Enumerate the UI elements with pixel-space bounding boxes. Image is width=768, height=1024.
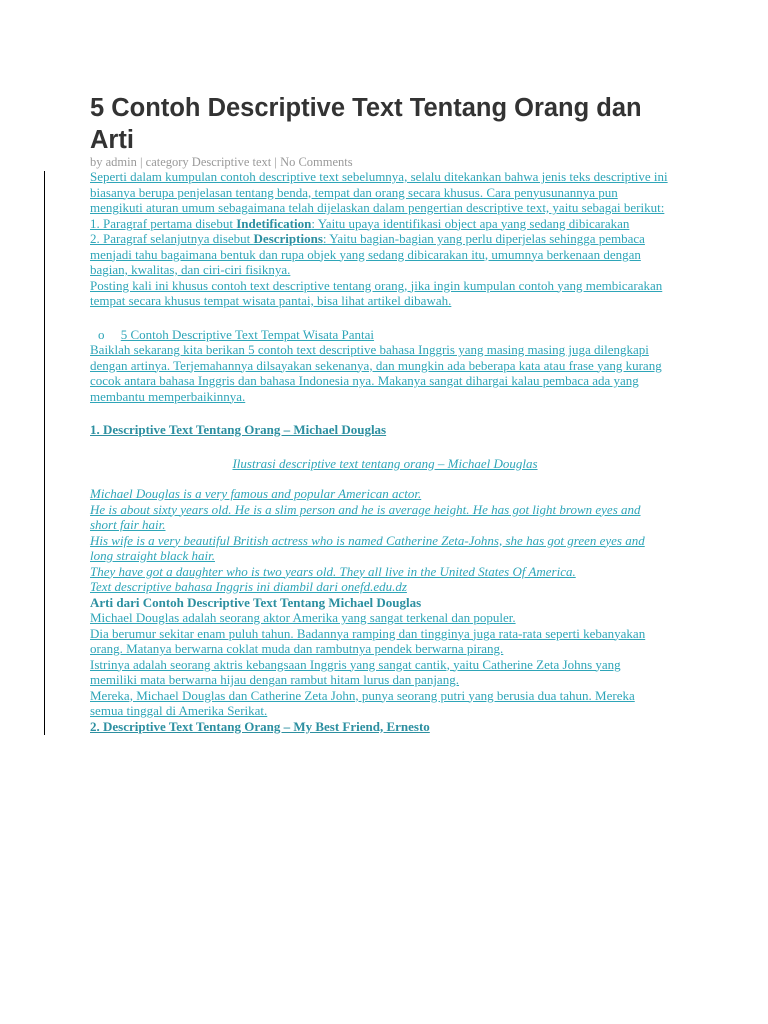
intro-line[interactable]: mengikuti aturan umum sebagaimana telah dijelaskan dalam pengertian descriptive text, yaitu sebagai berikut: [90, 200, 665, 215]
english-line[interactable]: Michael Douglas is a very famous and popular American actor. [90, 486, 422, 501]
posting-line[interactable]: Posting kali ini khusus contoh text descriptive tentang orang, jika ingin kumpulan contoh yang membicarakan [90, 277, 663, 293]
indonesian-line[interactable]: Mereka, Michael Douglas dan Catherine Zeta John, punya seorang putri yang berusia dua tahun. Mereka [90, 687, 635, 703]
english-line[interactable]: He is about sixty years old. He is a slim person and he is average height. He has got light brown eyes and [90, 501, 641, 517]
paragraph-2-line[interactable] [90, 231, 690, 247]
english-line[interactable]: short fair hair. [90, 517, 166, 532]
indonesian-line[interactable]: orang. Matanya berwarna coklat muda dan rambutnya pendek berwarna pirang. [90, 641, 504, 656]
english-line[interactable]: They have got a daughter who is two years old. They all live in the United States Of America. [90, 563, 576, 579]
meta-by: by [90, 155, 103, 169]
related-article-item[interactable] [90, 327, 690, 343]
category-link[interactable]: Descriptive text [191, 155, 272, 169]
indonesian-line[interactable]: Dia berumur sekitar enam puluh tahun. Badannya ramping dan tingginya juga rata-rata seperti kebanyakan [90, 625, 646, 641]
list-bullet: o [98, 326, 105, 342]
intro-line[interactable]: biasanya berupa penjelasan tentang benda, tempat dan orang secara khusus. Cara penyusunannya pun [90, 184, 618, 200]
page-title: 5 Contoh Descriptive Text Tentang Orang dan Arti [90, 94, 642, 154]
english-line[interactable]: His wife is a very beautiful British actress who is named Catherine Zeta-Johns, she has got green eyes and [90, 532, 645, 548]
paragraph-2-line[interactable]: bagian, kwalitas, dan ciri-ciri fisiknya. [90, 262, 291, 277]
paragraph-2-pre: 2. Paragraf selanjutnya disebut [90, 231, 254, 246]
lead-line[interactable]: membantu memperbaikinnya. [90, 388, 246, 404]
spacer [90, 309, 690, 327]
lead-line[interactable]: Baiklah sekarang kita berikan 5 contoh text descriptive bahasa Inggris yang masing masing juga dilengkapi [90, 342, 649, 357]
section-heading-1[interactable]: 1. Descriptive Text Tentang Orang – Michael Douglas [90, 422, 387, 437]
post-meta [90, 154, 353, 170]
lead-line[interactable]: dengan artinya. Terjemahannya dilsayakan sekenanya, dan mungkin ada beberapa kata atau frase yang kurang [90, 357, 662, 373]
meta-separator: | [271, 155, 281, 169]
spacer [90, 471, 690, 486]
indonesian-line[interactable]: Istrinya adalah seorang aktris kebangsaan Inggris yang sangat cantik, yaitu Catherine Zeta Johns yang [90, 656, 621, 672]
identification-term: Indetification [236, 215, 312, 231]
indonesian-line[interactable]: semua tinggal di Amerika Serikat. [90, 703, 268, 718]
lead-line[interactable]: cocok antara bahasa Inggris dan bahasa Indonesia nya. Makanya sangat dihargai kalau pembaca ada yang [90, 373, 639, 388]
section-heading-2[interactable]: 2. Descriptive Text Tentang Orang – My Best Friend, Ernesto [90, 718, 430, 734]
left-margin-rule [44, 171, 45, 735]
article-body [90, 169, 690, 734]
meta-category-label: category [145, 155, 189, 169]
paragraph-1-post: : Yaitu upaya identifikasi object apa yang sedang dibicarakan [311, 215, 630, 231]
meta-separator: | [136, 155, 146, 169]
intro-line[interactable]: Seperti dalam kumpulan contoh descriptive text sebelumnya, selalu ditekankan bahwa jenis teks descriptive ini [90, 169, 668, 184]
author-link[interactable]: admin [105, 155, 137, 169]
paragraph-1-line[interactable] [90, 216, 690, 232]
image-caption[interactable]: Ilustrasi descriptive text tentang orang – Michael Douglas [232, 455, 538, 471]
comments-link[interactable]: No Comments [280, 155, 353, 169]
spacer [90, 438, 690, 456]
related-article-link[interactable]: 5 Contoh Descriptive Text Tempat Wisata Pantai [120, 326, 375, 342]
paragraph-1-pre: 1. Paragraf pertama disebut [90, 215, 237, 231]
paragraph-2-line[interactable]: menjadi tahu bagaimana bentuk dan rupa objek yang sedang dibicarakan itu, umumnya berkenaan dengan [90, 246, 641, 262]
english-line[interactable]: long straight black hair. [90, 548, 215, 563]
indonesian-line[interactable]: Michael Douglas adalah seorang aktor Amerika yang sangat terkenal dan populer. [90, 610, 516, 625]
translation-heading[interactable]: Arti dari Contoh Descriptive Text Tentang Michael Douglas [90, 594, 422, 610]
spacer [90, 404, 690, 422]
descriptions-term: Descriptions [253, 231, 323, 246]
indonesian-line[interactable]: memiliki mata berwarna hijau dengan rambut hitam lurus dan panjang. [90, 672, 459, 687]
source-line[interactable]: Text descriptive bahasa Inggris ini diambil dari onefd.edu.dz [90, 579, 407, 594]
posting-line[interactable]: tempat secara khusus tempat wisata pantai, bisa lihat artikel dibawah. [90, 293, 452, 308]
paragraph-2-post: : Yaitu bagian-bagian yang perlu diperjelas sehingga pembaca [322, 231, 645, 246]
